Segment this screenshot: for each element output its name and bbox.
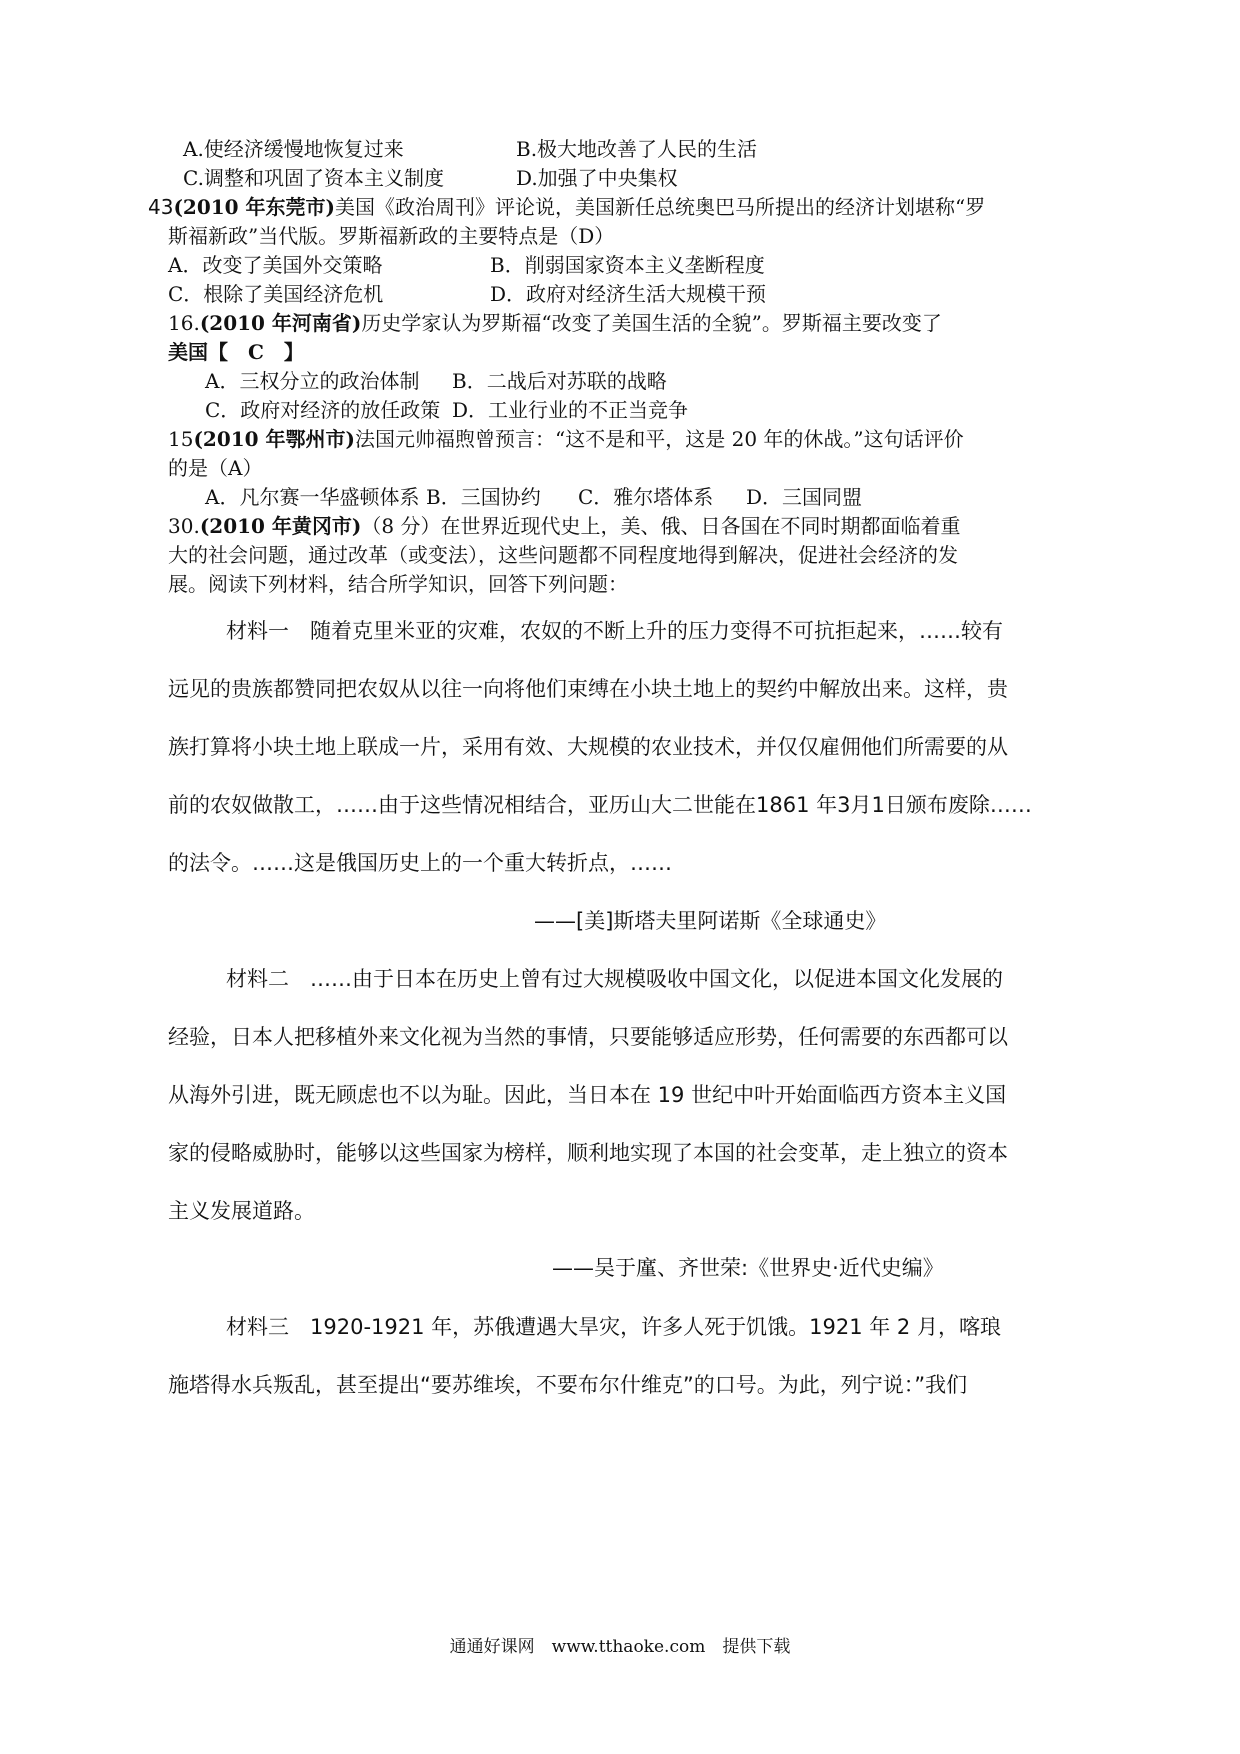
q15-number: 15 bbox=[168, 427, 194, 451]
q43-number: 43 bbox=[148, 195, 174, 219]
material1-line: 前的农奴做散工，……由于这些情况相结合，亚历山大二世能在1861 年3月1日颁布废除…… bbox=[168, 793, 1032, 817]
q30-stem-3: 展。阅读下列材料，结合所学知识，回答下列问题： bbox=[168, 572, 628, 596]
q43-stem-2: 斯福新政”当代版。罗斯福新政的主要特点是（D） bbox=[168, 224, 615, 248]
material2-source: ——吴于廑、齐世荣:《世界史·近代史编》 bbox=[552, 1256, 944, 1280]
q16-option-c: C．政府对经济的放任政策 bbox=[205, 398, 441, 422]
q16-stem-1: 历史学家认为罗斯福“改变了美国生活的全貌”。罗斯福主要改变了 bbox=[361, 311, 942, 335]
material2-line: 家的侵略威胁时，能够以这些国家为榜样，顺利地实现了本国的社会变革，走上独立的资本 bbox=[168, 1141, 1008, 1165]
q15-line-1 bbox=[168, 427, 964, 451]
material1-line: 族打算将小块土地上联成一片，采用有效、大规模的农业技术，并仅仅雇佣他们所需要的从 bbox=[168, 735, 1008, 759]
q15-stem-2: 的是（A） bbox=[168, 456, 263, 480]
q15-source: (2010 年鄂州市) bbox=[193, 427, 356, 451]
q15-option-c: C．雅尔塔体系 bbox=[578, 485, 714, 509]
q16-stem-2: 美国【 C 】 bbox=[168, 340, 304, 364]
q16-line-1 bbox=[168, 311, 942, 335]
page-footer: 通通好课网 www.tthaoke.com 提供下载 bbox=[449, 1637, 791, 1657]
material2-line: 从海外引进，既无顾虑也不以为耻。因此，当日本在 19 世纪中叶开始面临西方资本主义国 bbox=[168, 1083, 1007, 1107]
material2-line: 经验，日本人把移植外来文化视为当然的事情，只要能够适应形势，任何需要的东西都可以 bbox=[168, 1025, 1008, 1049]
q15-stem-1: 法国元帅福煦曾预言：“这不是和平，这是 20 年的休战。”这句话评价 bbox=[355, 427, 964, 451]
q15-option-d: D．三国同盟 bbox=[746, 485, 863, 509]
q30-source: (2010 年黄冈市) bbox=[199, 514, 362, 538]
q42-option-c: C.调整和巩固了资本主义制度 bbox=[183, 166, 444, 190]
q42-option-b: B.极大地改善了人民的生活 bbox=[516, 137, 758, 161]
material1-line: 远见的贵族都赞同把农奴从以往一向将他们束缚在小块土地上的契约中解放出来。这样，贵 bbox=[168, 677, 1008, 701]
q42-option-a: A.使经济缓慢地恢复过来 bbox=[183, 137, 404, 161]
q16-number: 16. bbox=[168, 311, 200, 335]
q16-option-d: D．工业行业的不正当竞争 bbox=[452, 398, 689, 422]
material3-line: 施塔得水兵叛乱，甚至提出“要苏维埃，不要布尔什维克”的口号。为此，列宁说：”我们 bbox=[168, 1373, 968, 1397]
q43-option-c: C．根除了美国经济危机 bbox=[168, 282, 384, 306]
q42-option-d: D.加强了中央集权 bbox=[516, 166, 678, 190]
q30-line-1 bbox=[168, 514, 960, 538]
material3-line: 材料三 1920-1921 年，苏俄遭遇大旱灾，许多人死于饥饿。1921 年 2 月，喀琅 bbox=[226, 1315, 1001, 1339]
q30-stem-1: （8 分）在世界近现代史上，美、俄、日各国在不同时期都面临着重 bbox=[361, 514, 961, 538]
q30-stem-2: 大的社会问题，通过改革（或变法），这些问题都不同程度地得到解决，促进社会经济的发 bbox=[168, 543, 958, 567]
q30-number: 30. bbox=[168, 514, 200, 538]
material2-line: 材料二 ……由于日本在历史上曾有过大规模吸收中国文化，以促进本国文化发展的 bbox=[226, 967, 1003, 991]
material1-line: 的法令。……这是俄国历史上的一个重大转折点，…… bbox=[168, 851, 672, 875]
material1-line: 材料一 随着克里米亚的灾难，农奴的不断上升的压力变得不可抗拒起来，……较有 bbox=[226, 619, 1003, 643]
q43-line-1 bbox=[148, 195, 985, 219]
material2-line: 主义发展道路。 bbox=[168, 1199, 315, 1223]
q16-option-b: B．二战后对苏联的战略 bbox=[452, 369, 667, 393]
q16-source: (2010 年河南省) bbox=[199, 311, 362, 335]
q15-option-b: B．三国协约 bbox=[426, 485, 541, 509]
q43-option-a: A．改变了美国外交策略 bbox=[168, 253, 383, 277]
material1-source: ——[美]斯塔夫里阿诺斯《全球通史》 bbox=[534, 909, 887, 933]
q43-source: (2010 年东莞市) bbox=[173, 195, 336, 219]
q15-option-a: A．凡尔赛一华盛顿体系 bbox=[205, 485, 420, 509]
q43-stem-1: 美国《政治周刊》评论说，美国新任总统奥巴马所提出的经济计划堪称“罗 bbox=[335, 195, 986, 219]
q43-option-d: D．政府对经济生活大规模干预 bbox=[490, 282, 767, 306]
q16-option-a: A．三权分立的政治体制 bbox=[205, 369, 420, 393]
q43-option-b: B．削弱国家资本主义垄断程度 bbox=[490, 253, 765, 277]
